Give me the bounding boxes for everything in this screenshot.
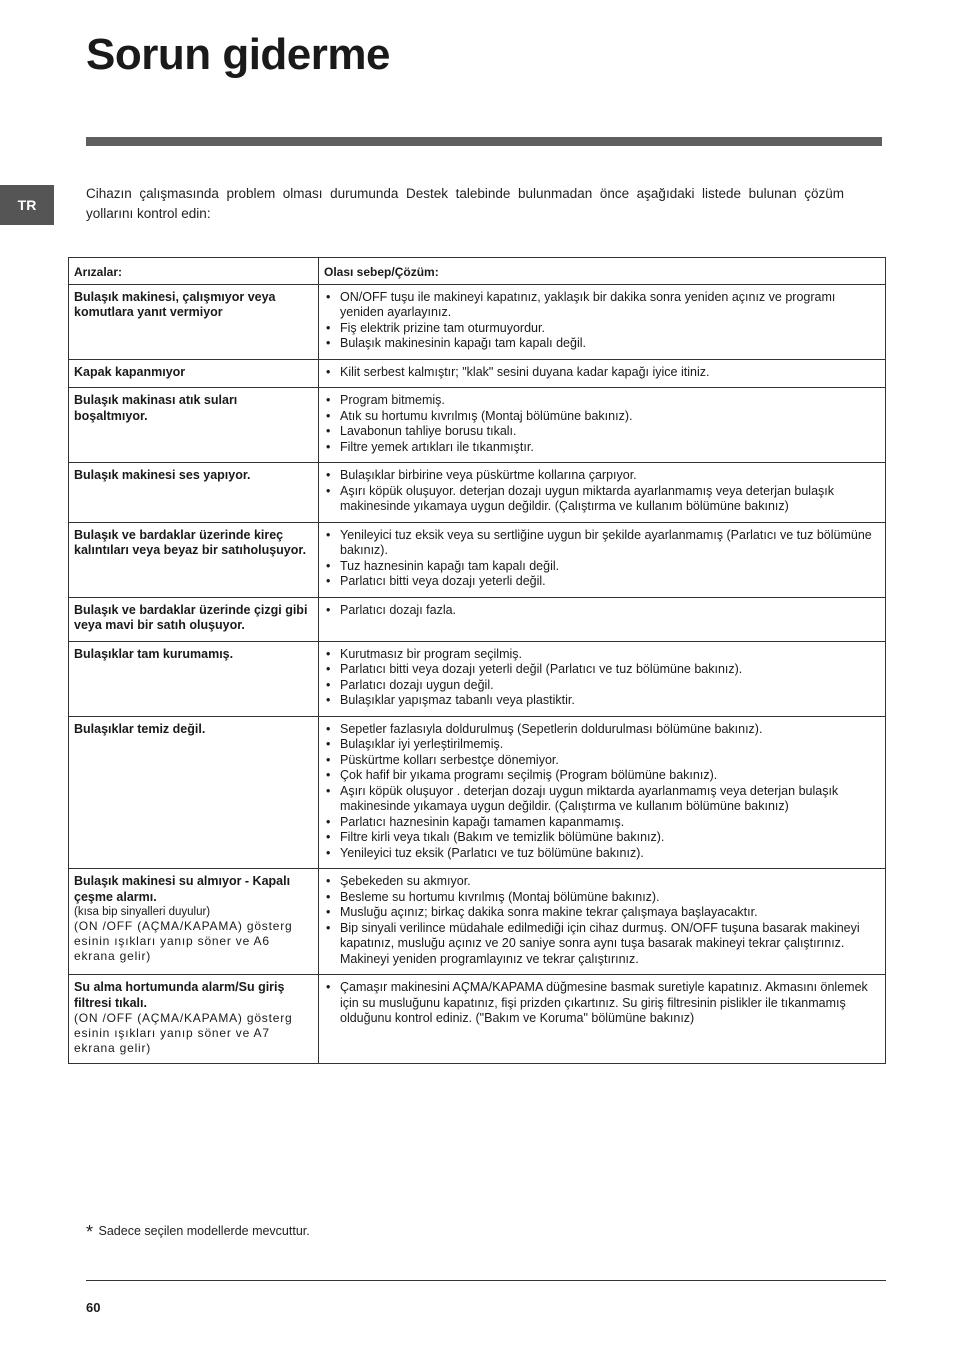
solution-cell <box>319 975 886 1064</box>
table-row <box>69 522 886 597</box>
fault-cell <box>69 869 319 975</box>
footer-divider <box>86 1280 886 1281</box>
solution-item: • Bulaşıklar yapışmaz tabanlı veya plastiktir. <box>324 693 880 709</box>
solution-item: • Parlatıcı bitti veya dozajı yeterli değil. <box>324 574 880 590</box>
solution-cell <box>319 284 886 359</box>
table-row <box>69 388 886 463</box>
solution-item: • Musluğu açınız; birkaç dakika sonra makine tekrar çalışmaya başlayacaktır. <box>324 905 880 921</box>
solution-item: • Sepetler fazlasıyla doldurulmuş (Sepetlerin doldurulması bölümüne bakınız). <box>324 722 880 738</box>
table-row <box>69 716 886 869</box>
solution-list <box>324 528 880 590</box>
fault-text: Bulaşıklar temiz değil. <box>74 721 206 736</box>
table-row <box>69 284 886 359</box>
fault-text: Bulaşık makinesi ses yapıyor. <box>74 468 251 482</box>
solution-item: • Bulaşıklar iyi yerleştirilmemiş. <box>324 737 880 753</box>
table-header-row <box>69 258 886 285</box>
fault-cell <box>69 522 319 597</box>
intro-text: Cihazın çalışmasında problem olması durumunda Destek talebinde bulunmadan önce aşağıdaki listede bulunan çözüm yollarını kontrol edin: <box>86 186 844 221</box>
fault-cell <box>69 463 319 523</box>
solution-list <box>324 393 880 455</box>
solution-item: • ON/OFF tuşu ile makineyi kapatınız, yaklaşık bir dakika sonra yeniden açınız ve programı yeniden ayarlayınız. <box>324 290 880 321</box>
solution-list <box>324 980 880 1027</box>
solution-item: • Parlatıcı bitti veya dozajı yeterli değil (Parlatıcı ve tuz bölümüne bakınız). <box>324 662 880 678</box>
solution-item: • Kurutmasız bir program seçilmiş. <box>324 647 880 663</box>
solution-item: • Bulaşık makinesinin kapağı tam kapalı değil. <box>324 336 880 352</box>
solution-item: • Çamaşır makinesini AÇMA/KAPAMA düğmesine basmak suretiyle kapatınız. Akmasını önlemek için su musluğunu kapatınız, fişi prizden çıkartınız. Su giriş filtresinin pislikler ile tıkanmamış olduğunu kontrol ediniz. ("Bakım ve Koruma" bölümüne bakınız) <box>324 980 880 1027</box>
fault-cell <box>69 388 319 463</box>
solution-cell <box>319 359 886 388</box>
table-row <box>69 869 886 975</box>
solution-item: • Filtre yemek artıkları ile tıkanmıştır. <box>324 440 880 456</box>
table-row <box>69 463 886 523</box>
fault-text: Kapak kapanmıyor <box>74 364 186 379</box>
table-row <box>69 359 886 388</box>
solution-cell <box>319 597 886 641</box>
solution-item: • Program bitmemiş. <box>324 393 880 409</box>
solution-cell <box>319 716 886 869</box>
fault-cell <box>69 975 319 1064</box>
footnote-text: Sadece seçilen modellerde mevcuttur. <box>98 1224 310 1238</box>
solution-item: • Aşırı köpük oluşuyor. deterjan dozajı uygun miktarda ayarlanmamış veya deterjan bulaşık makinesinde yıkamaya uygun değildir. (Çalıştırma ve kullanım bölümüne bakınız) <box>324 484 880 515</box>
footnote-star: * <box>86 1222 94 1242</box>
solution-item: • Yenileyici tuz eksik (Parlatıcı ve tuz bölümüne bakınız). <box>324 846 880 862</box>
page-number: 60 <box>86 1300 101 1315</box>
solution-cell <box>319 388 886 463</box>
header-faults: Arızalar: <box>69 258 319 285</box>
solution-item: • Parlatıcı dozajı uygun değil. <box>324 678 880 694</box>
solution-item: • Aşırı köpük oluşuyor . deterjan dozajı uygun miktarda ayarlanmamış veya deterjan bulaşık makinesinde yıkamaya uygun değildir. (Çalıştırma ve kullanım bölümüne bakınız) <box>324 784 880 815</box>
fault-cell <box>69 284 319 359</box>
fault-text: Bulaşık ve bardaklar üzerinde çizgi gibi veya mavi bir satıh oluşuyor. <box>74 602 308 632</box>
solution-item: • Parlatıcı haznesinin kapağı tamamen kapanmamış. <box>324 815 880 831</box>
solution-list <box>324 722 880 862</box>
table-body <box>69 284 886 1064</box>
fault-text: Bulaşık makinesi su almıyor - Kapalı çeşme alarmı. <box>74 874 291 904</box>
solution-list <box>324 468 880 515</box>
fault-cell <box>69 641 319 716</box>
solution-cell <box>319 869 886 975</box>
solution-item: • Atık su hortumu kıvrılmış (Montaj bölümüne bakınız). <box>324 409 880 425</box>
fault-text: Bulaşık makinesi, çalışmıyor veya komutlara yanıt vermiyor <box>74 289 276 319</box>
solution-list <box>324 365 880 381</box>
fault-text: Bulaşık makinası atık suları boşaltmıyor. <box>74 393 238 423</box>
solution-item: • Fiş elektrik prizine tam oturmuyordur. <box>324 321 880 337</box>
fault-text: Bulaşıklar tam kurumamış. <box>74 646 234 661</box>
page-title: Sorun giderme <box>86 30 390 79</box>
solution-item: • Tuz haznesinin kapağı tam kapalı değil. <box>324 559 880 575</box>
fault-display-note: (ON /OFF (AÇMA/KAPAMA) gösterg esinin ışıkları yanıp söner ve A6 ekrana gelir) <box>74 919 293 963</box>
solution-item: • Filtre kirli veya tıkalı (Bakım ve temizlik bölümüne bakınız). <box>324 830 880 846</box>
table-row <box>69 641 886 716</box>
troubleshooting-table <box>68 257 886 1064</box>
solution-item: • Besleme su hortumu kıvrılmış (Montaj bölümüne bakınız). <box>324 890 880 906</box>
title-divider <box>86 137 882 146</box>
footnote <box>86 1222 310 1243</box>
fault-text: Su alma hortumunda alarm/Su giriş filtresi tıkalı. <box>74 980 285 1010</box>
fault-cell <box>69 359 319 388</box>
solution-cell <box>319 463 886 523</box>
fault-text: Bulaşık ve bardaklar üzerinde kireç kalıntıları veya beyaz bir satıholuşuyor. <box>74 527 307 557</box>
solution-cell <box>319 641 886 716</box>
fault-cell <box>69 597 319 641</box>
solution-item: • Çok hafif bir yıkama programı seçilmiş (Program bölümüne bakınız). <box>324 768 880 784</box>
language-tab: TR <box>0 185 54 225</box>
solution-item: • Yenileyici tuz eksik veya su sertliğine uygun bir şekilde ayarlanmamış (Parlatıcı ve tuz bölümüne bakınız). <box>324 528 880 559</box>
fault-cell <box>69 716 319 869</box>
solution-list <box>324 647 880 709</box>
solution-item: • Parlatıcı dozajı fazla. <box>324 603 880 619</box>
solution-list <box>324 603 880 619</box>
table-row <box>69 597 886 641</box>
solution-cell <box>319 522 886 597</box>
solution-list <box>324 874 880 967</box>
fault-display-note: (ON /OFF (AÇMA/KAPAMA) gösterg esinin ışıkları yanıp söner ve A7 ekrana gelir) <box>74 1011 293 1055</box>
solution-item: • Püskürtme kolları serbestçe dönemiyor. <box>324 753 880 769</box>
header-solutions: Olası sebep/Çözüm: <box>319 258 886 285</box>
fault-note: (kısa bip sinyalleri duyulur) <box>74 906 211 918</box>
solution-item: • Lavabonun tahliye borusu tıkalı. <box>324 424 880 440</box>
table-row <box>69 975 886 1064</box>
solution-item: • Şebekeden su akmıyor. <box>324 874 880 890</box>
solution-item: • Bip sinyali verilince müdahale edilmediği için cihaz durmuş. ON/OFF tuşuna basarak makineyi kapatınız, musluğu açınız ve 20 saniye sonra aynı tuşa basarak makineyi tekrar çalıştırınız. Makineyi yeniden programlayınız ve tekrar çalıştırınız. <box>324 921 880 968</box>
solution-list <box>324 290 880 352</box>
solution-item: • Kilit serbest kalmıştır; "klak" sesini duyana kadar kapağı iyice itiniz. <box>324 365 880 381</box>
solution-item: • Bulaşıklar birbirine veya püskürtme kollarına çarpıyor. <box>324 468 880 484</box>
